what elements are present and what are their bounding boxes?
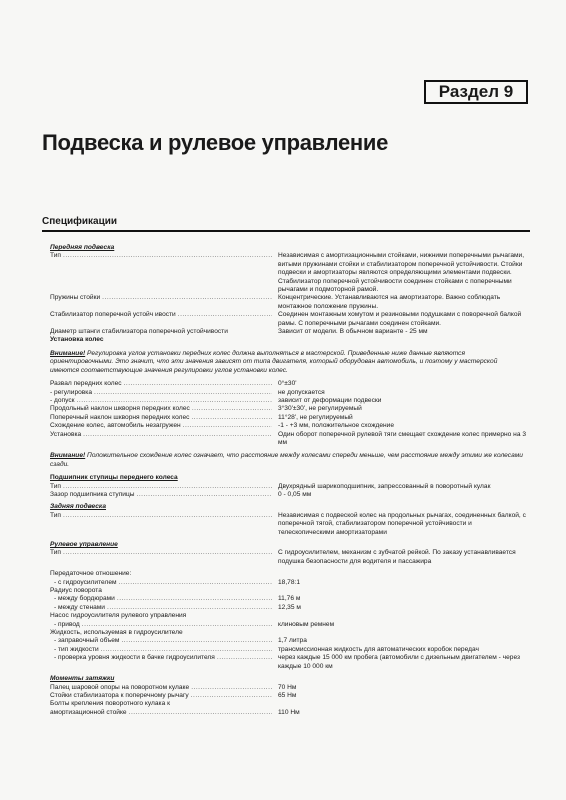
- spec-value: трансмиссионная жидкость для автоматических коробок передач: [278, 645, 479, 653]
- rear-suspension-heading: Задняя подвеска: [50, 503, 107, 511]
- heading-rule: [42, 230, 530, 232]
- spec-row: [50, 311, 528, 328]
- spec-label: - заправочный объем: [54, 637, 120, 645]
- spec-label: Развал передних колес: [50, 380, 122, 388]
- spec-value: 70 Нм: [278, 683, 297, 691]
- steering-heading: Рулевое управление: [50, 541, 118, 548]
- warning-label: Внимание!: [50, 452, 86, 460]
- spec-value: клиновым ремнем: [278, 620, 335, 628]
- group-label: Насос гидроусилителя рулевого управления: [50, 612, 187, 620]
- spec-value: 11°28', не регулируемый: [278, 413, 353, 421]
- spec-row: [50, 380, 528, 388]
- spec-value: 110 Нм: [278, 708, 300, 716]
- spec-value: 0 - 0,05 мм: [278, 490, 312, 498]
- spec-label: Тип: [50, 482, 61, 490]
- spec-label: - регулировка: [50, 388, 92, 396]
- group-label: Радиус поворота: [50, 587, 102, 595]
- spec-label: Продольный наклон шкворня передних колес: [50, 405, 190, 413]
- spec-label: Установка: [50, 430, 82, 438]
- warning-text: Регулировка углов установки передних колес должна выполняться в мастерской. Приведенные ниже данные являются ориентировочными. Это значит, что эти значения зависят от типа двигателя, который оборудован автомобиль, и поэтому у мастерской имеются соответствующие значения регулировки углов установки колес.: [50, 349, 498, 374]
- torques-heading: Моменты затяжки: [50, 675, 115, 683]
- spec-label: Тип: [50, 252, 61, 260]
- spec-label: - между стенами: [54, 603, 105, 611]
- radius-table: [50, 595, 528, 612]
- spec-row: [50, 431, 528, 448]
- spec-row: [50, 595, 528, 603]
- spec-label: Поперечный наклон шкворня передних колес: [50, 413, 190, 421]
- spec-value: -1 - +3 мм, положительное схождение: [278, 422, 395, 430]
- spec-label: - допуск: [50, 396, 75, 404]
- spec-label: - с гидроусилителем: [54, 578, 117, 586]
- spec-row: [50, 637, 528, 645]
- spec-value: Соединен монтажным хомутом и резиновыми подушками с поворечной балкой рамы. С поперечными рычагами соединен стойками.: [278, 311, 522, 327]
- spec-value: зависит от деформации подвески: [278, 396, 382, 404]
- spec-value: 3°30'±30', не регулируемый: [278, 405, 362, 413]
- spec-row: [50, 328, 528, 336]
- spec-row: [50, 604, 528, 612]
- spec-value: не допускается: [278, 388, 325, 396]
- spec-label: Болты крепления поворотного кулака к: [50, 700, 170, 708]
- spec-value: через каждые 15 000 км пробега (автомобили с дизельным двигателем - через каждые 10 000 км: [278, 654, 520, 670]
- spec-label: Стабилизатор поперечной устойч ивости: [50, 311, 176, 319]
- spec-row: [50, 422, 528, 430]
- group-label: Жидкость, используемая в гидроусилителе: [50, 629, 183, 637]
- warning-note: [50, 452, 528, 469]
- front-suspension-heading: Передняя подвеска: [50, 244, 115, 251]
- spec-row: [50, 579, 528, 587]
- spec-label: Стойки стабилизатора к поперечному рычагу: [50, 691, 189, 699]
- spec-row: [50, 405, 528, 413]
- spec-row: [50, 709, 528, 717]
- spec-row: [50, 700, 528, 708]
- spec-row: [50, 491, 528, 499]
- spec-label: Зазор подшипника ступицы: [50, 490, 135, 498]
- spec-value: 12,35 м: [278, 603, 301, 611]
- fluid-table: [50, 637, 528, 671]
- spec-label: Пружины стойки: [50, 294, 101, 302]
- wheel-alignment-heading: Установка колес: [50, 336, 104, 344]
- spec-value: Один оборот поперечной рулевой тяги смещает схождение колес примерно на 3 мм: [278, 430, 526, 446]
- group-label: Передаточное отношение:: [50, 570, 132, 578]
- section-number: Раздел 9: [424, 80, 528, 104]
- spec-label: - проверка уровня жидкости в бачке гидроусилителя: [54, 654, 215, 662]
- spec-value: 11,76 м: [278, 595, 301, 603]
- spec-row: [50, 684, 528, 692]
- spec-label: Палец шаровой опоры на поворотном кулаке: [50, 683, 190, 691]
- spec-row: [50, 389, 528, 397]
- spec-row: [50, 483, 528, 491]
- spec-value: 0°±30': [278, 380, 297, 388]
- spec-row: [50, 654, 528, 671]
- spec-label: Тип: [50, 549, 61, 557]
- spec-label: амортизационной стойке: [50, 708, 127, 716]
- ratio-table: [50, 579, 528, 587]
- spec-label: Тип: [50, 511, 61, 519]
- pump-table: [50, 621, 528, 629]
- spec-label: - привод: [54, 620, 80, 628]
- spec-label: Схождение колес, автомобиль незагружен: [50, 422, 181, 430]
- spec-label: Диаметр штанги стабилизатора поперечной устойчивости: [50, 328, 228, 336]
- hub-bearing-heading: Подшипник ступицы переднего колеса: [50, 474, 178, 482]
- torque-table: [50, 684, 528, 718]
- warning-note: [50, 350, 528, 375]
- spec-label: - между бордюрами: [54, 595, 115, 603]
- specifications-body: [50, 240, 528, 717]
- spec-value: С гидроусилителем, механизм с зубчатой рейкой. По заказу устанавливается подушка безопасности для водителя и пассажира: [278, 549, 516, 565]
- spec-value: Концентрические. Устанавливаются на амортизаторе. Важно соблюдать монтажное положение пружины.: [278, 294, 501, 310]
- spec-value: Зависит от модели. В обычном варианте - 25 мм: [278, 328, 428, 336]
- spec-label: - тип жидкости: [54, 645, 99, 653]
- spec-row: [50, 549, 528, 566]
- spec-value: Независимая с подвеской колес на продольных рычагах, соединенных балкой, с поперечной тягой, стабилизатором поперечной устойчивости и телескопическими амортизаторами: [278, 511, 526, 536]
- spec-value: 18,78:1: [278, 578, 300, 586]
- spec-value: Двухрядный шарикоподшипник, запрессованный в поворотный кулак: [278, 482, 491, 490]
- spec-value: Независимая с амортизационными стойками, нижними поперечными рычагами, витыми пружинами стойки и стабилизатором поперечной устойчивости. Стойки подвески и амортизаторы являются определяющими элементами подвески. Стабилизатор поперечной устойчивости соединен стойками с поперечными рычагами и подмоторной рамой.: [278, 252, 525, 294]
- page-title: Подвеска и рулевое управление: [42, 130, 389, 155]
- spec-row: [50, 692, 528, 700]
- spec-row: [50, 294, 528, 311]
- spec-value: 1,7 литра: [278, 637, 307, 645]
- spec-value: 65 Нм: [278, 691, 297, 699]
- spec-row: [50, 252, 528, 294]
- warning-text: Положительное схождение колес означает, что расстояние между колесами спереди меньше, чем расстояние между этими же колесами сзади.: [50, 452, 523, 468]
- warning-label: Внимание!: [50, 349, 86, 357]
- alignment-table: [50, 380, 528, 447]
- specifications-heading: Спецификации: [42, 216, 118, 227]
- spec-row: [50, 512, 528, 537]
- spec-row: [50, 621, 528, 629]
- spec-row: [50, 414, 528, 422]
